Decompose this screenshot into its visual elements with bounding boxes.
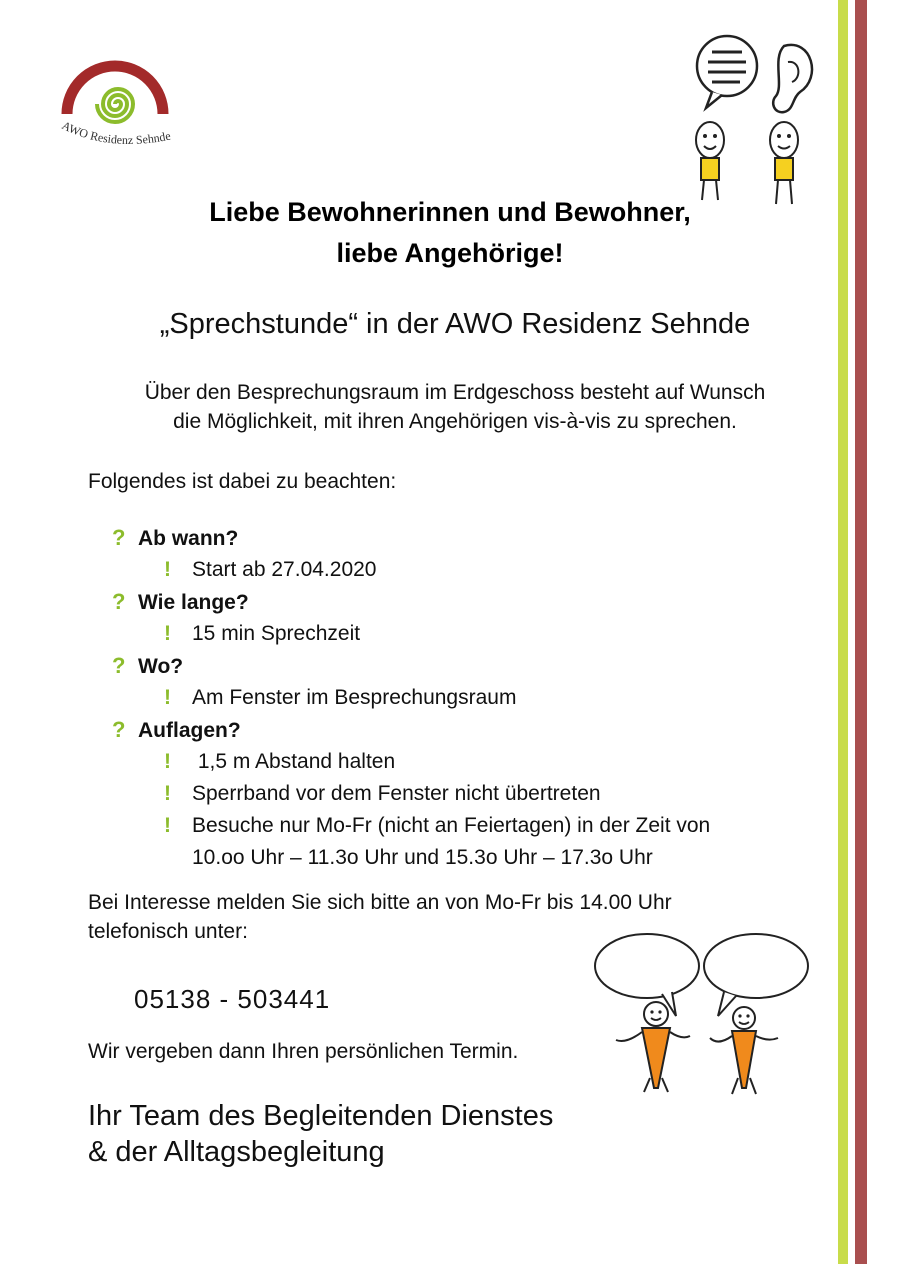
conversation-illustration <box>592 928 814 1103</box>
faq-answer <box>112 682 812 714</box>
contact-line-1: Bei Interesse melden Sie sich bitte an von Mo-Fr bis 14.00 Uhr <box>88 891 672 914</box>
intro-paragraph <box>60 378 850 436</box>
faq-answer-text: 15 min Sprechzeit <box>192 622 361 645</box>
greeting-headline <box>100 192 800 274</box>
faq-answer <box>112 810 812 842</box>
faq-answer-text: Sperrband vor dem Fenster nicht übertreten <box>192 782 601 805</box>
exclamation-mark-icon: ! <box>164 558 171 581</box>
faq-answer-text: 10.oo Uhr – 11.3o Uhr und 15.3o Uhr – 17.3o Uhr <box>192 846 653 869</box>
exclamation-mark-icon: ! <box>164 782 171 805</box>
question-mark-icon: ? <box>112 717 126 742</box>
side-stripe-red <box>855 0 867 1264</box>
headline-line-2: liebe Angehörige! <box>336 238 564 268</box>
faq-question-text: Wie lange? <box>138 591 249 614</box>
exclamation-mark-icon: ! <box>164 750 171 773</box>
faq-question <box>112 650 812 682</box>
talking-figures-illustration <box>672 28 822 218</box>
faq-answer <box>112 778 812 810</box>
signature <box>88 1098 553 1170</box>
signature-line-2: & der Alltagsbegleitung <box>88 1136 385 1168</box>
page-subtitle: „Sprechstunde“ in der AWO Residenz Sehnde <box>159 308 751 340</box>
faq-question-text: Wo? <box>138 655 184 678</box>
faq-answer-continuation <box>112 842 812 874</box>
faq-answer <box>112 618 812 650</box>
question-mark-icon: ? <box>112 653 126 678</box>
question-mark-icon: ? <box>112 589 126 614</box>
phone-number: 05138 - 503441 <box>134 984 331 1014</box>
awo-logo <box>55 56 225 166</box>
note-text: Folgendes ist dabei zu beachten: <box>88 470 397 493</box>
faq-answer-text: 1,5 m Abstand halten <box>192 750 396 773</box>
side-stripe-green <box>838 0 848 1264</box>
logo-text: AWO Residenz Sehnde <box>59 118 172 148</box>
faq-answer-text: Am Fenster im Besprechungsraum <box>192 686 517 709</box>
faq-question <box>112 522 812 554</box>
faq-question-text: Ab wann? <box>138 527 239 550</box>
headline-line-1: Liebe Bewohnerinnen und Bewohner, <box>209 197 691 227</box>
faq-list <box>112 522 812 874</box>
exclamation-mark-icon: ! <box>164 814 171 837</box>
faq-answer <box>112 554 812 586</box>
intro-line-1: Über den Besprechungsraum im Erdgeschoss besteht auf Wunsch <box>144 381 766 404</box>
signature-line-1: Ihr Team des Begleitenden Dienstes <box>88 1100 554 1132</box>
faq-answer <box>112 746 812 778</box>
question-mark-icon: ? <box>112 525 126 550</box>
appointment-note: Wir vergeben dann Ihren persönlichen Termin. <box>88 1040 519 1063</box>
intro-line-2: die Möglichkeit, mit ihren Angehörigen vis-à-vis zu sprechen. <box>173 410 737 433</box>
exclamation-mark-icon: ! <box>164 686 171 709</box>
exclamation-mark-icon: ! <box>164 622 171 645</box>
faq-question <box>112 586 812 618</box>
faq-answer-text: Besuche nur Mo-Fr (nicht an Feiertagen) in der Zeit von <box>192 814 711 837</box>
faq-question-text: Auflagen? <box>138 719 241 742</box>
contact-line-2: telefonisch unter: <box>88 920 248 943</box>
faq-question <box>112 714 812 746</box>
faq-answer-text: Start ab 27.04.2020 <box>192 558 377 581</box>
